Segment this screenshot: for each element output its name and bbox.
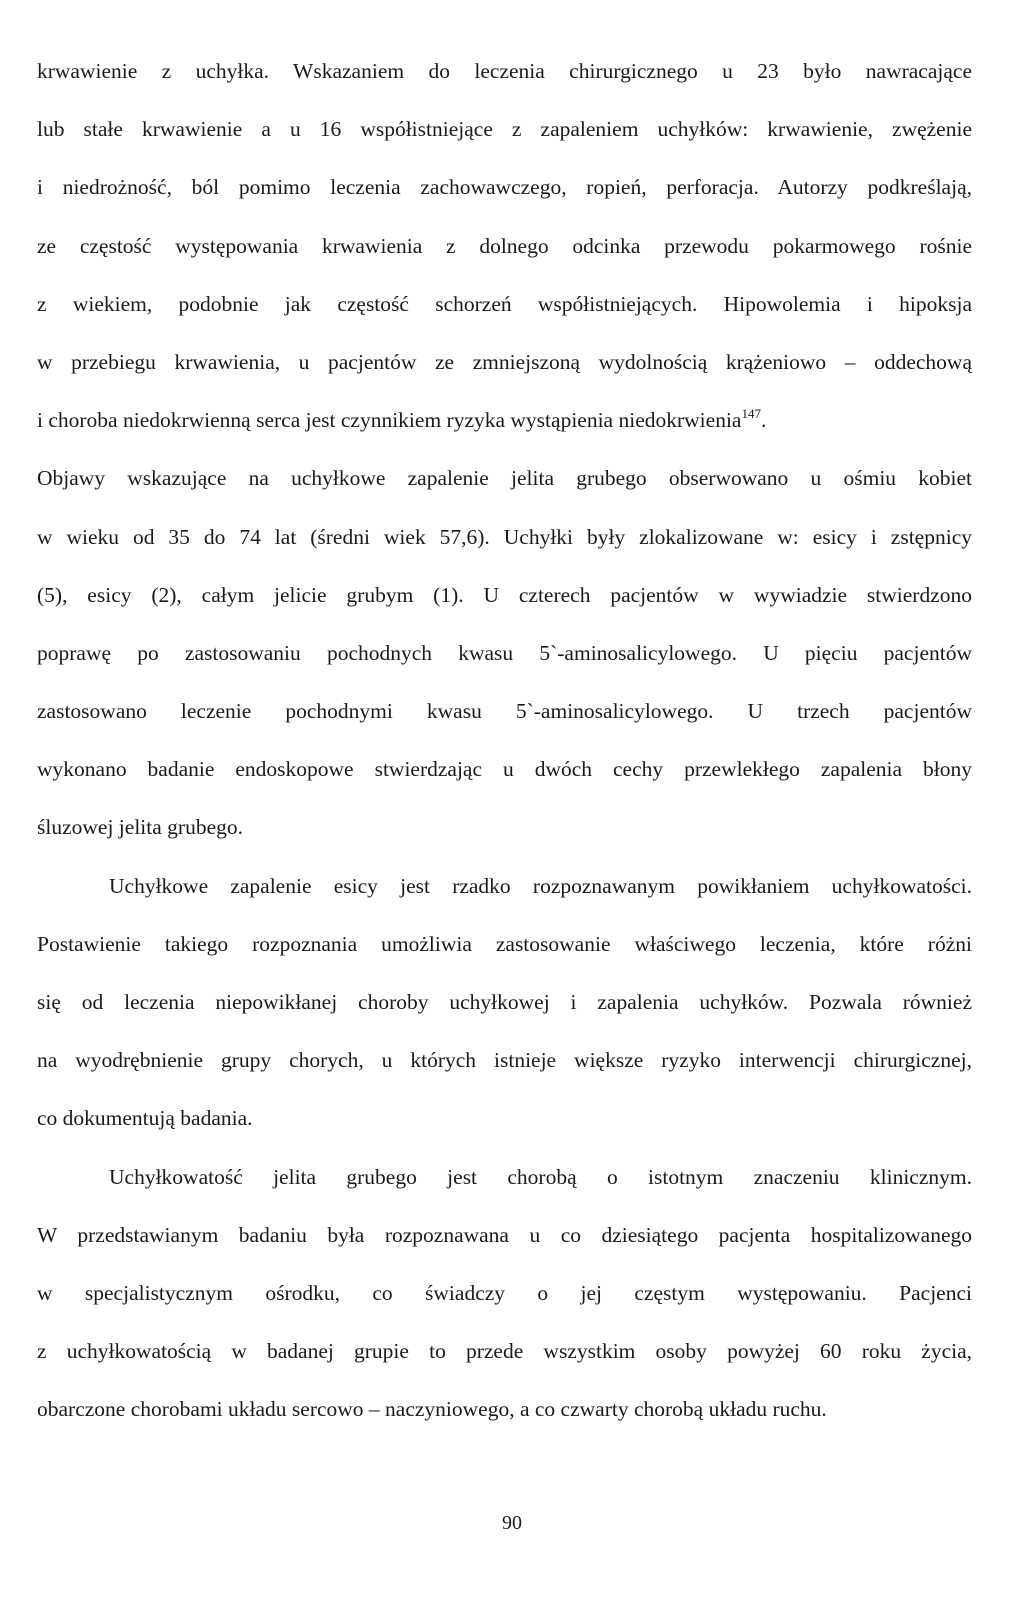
- paragraph-2: [37, 857, 972, 1148]
- text-line: poprawę po zastosowaniu pochodnych kwasu 5`-aminosalicylowego. U pięciu pacjentów: [37, 640, 972, 665]
- page-number: 90: [502, 1512, 522, 1534]
- text-line: się od leczenia niepowikłanej choroby uchyłkowej i zapalenia uchyłków. Pozwala również: [37, 990, 972, 1014]
- text-line: co dokumentują badania.: [37, 1106, 253, 1131]
- text-line: na wyodrębnienie grupy chorych, u których istnieje większe ryzyko interwencji chirurgicznej,: [37, 1048, 972, 1073]
- text-line: w specjalistycznym ośrodku, co świadczy o jej częstym występowaniu. Pacjenci: [37, 1280, 972, 1305]
- text-line: z wiekiem, podobnie jak częstość schorzeń współistniejących. Hipowolemia i hipoksja: [37, 291, 972, 316]
- text-line-with-footnote: [37, 391, 972, 449]
- text-line: wykonano badanie endoskopowe stwierdzając u dwóch cechy przewlekłego zapalenia błony: [37, 757, 972, 782]
- text-line: z uchyłkowatością w badanej grupie to przede wszystkim osoby powyżej 60 roku życia,: [37, 1339, 972, 1364]
- text-line: W przedstawianym badaniu była rozpoznawana u co dziesiątego pacjenta hospitalizowanego: [37, 1222, 972, 1247]
- text-line: zastosowano leczenie pochodnymi kwasu 5`-aminosalicylowego. U trzech pacjentów: [37, 699, 972, 724]
- text-line: krwawienie z uchyłka. Wskazaniem do leczenia chirurgicznego u 23 było nawracające: [37, 59, 972, 83]
- text-line: ze częstość występowania krwawienia z dolnego odcinka przewodu pokarmowego rośnie: [37, 233, 972, 258]
- text-fragment: i choroba niedokrwienną serca jest czynnikiem ryzyka wystąpienia niedokrwienia: [37, 408, 742, 433]
- document-body: [37, 42, 972, 1439]
- text-line: obarczone chorobami układu sercowo – naczyniowego, a co czwarty chorobą układu ruchu.: [37, 1397, 827, 1422]
- text-line: śluzowej jelita grubego.: [37, 815, 243, 840]
- text-line: Uchyłkowe zapalenie esicy jest rzadko rozpoznawanym powikłaniem uchyłkowatości.: [109, 873, 972, 898]
- footnote-reference: 147: [741, 405, 761, 421]
- paragraph-1: [37, 42, 972, 857]
- text-line: Postawienie takiego rozpoznania umożliwia zastosowanie właściwego leczenia, które różni: [37, 931, 972, 956]
- text-line: (5), esicy (2), całym jelicie grubym (1). U czterech pacjentów w wywiadzie stwierdzono: [37, 582, 972, 607]
- text-line: Uchyłkowatość jelita grubego jest chorobą o istotnym znaczeniu klinicznym.: [109, 1164, 972, 1189]
- paragraph-3: [37, 1148, 972, 1439]
- text-line: w wieku od 35 do 74 lat (średni wiek 57,6). Uchyłki były zlokalizowane w: esicy i zstępnicy: [37, 524, 972, 549]
- text-line: Objawy wskazujące na uchyłkowe zapalenie jelita grubego obserwowano u ośmiu kobiet: [37, 466, 972, 491]
- text-line: lub stałe krwawienie a u 16 współistniejące z zapaleniem uchyłków: krwawienie, zwężenie: [37, 117, 972, 142]
- period: .: [760, 408, 767, 433]
- text-line: w przebiegu krwawienia, u pacjentów ze zmniejszoną wydolnością krążeniowo – oddechową: [37, 349, 972, 374]
- text-line: i niedrożność, ból pomimo leczenia zachowawczego, ropień, perforacja. Autorzy podkreślają,: [37, 175, 972, 200]
